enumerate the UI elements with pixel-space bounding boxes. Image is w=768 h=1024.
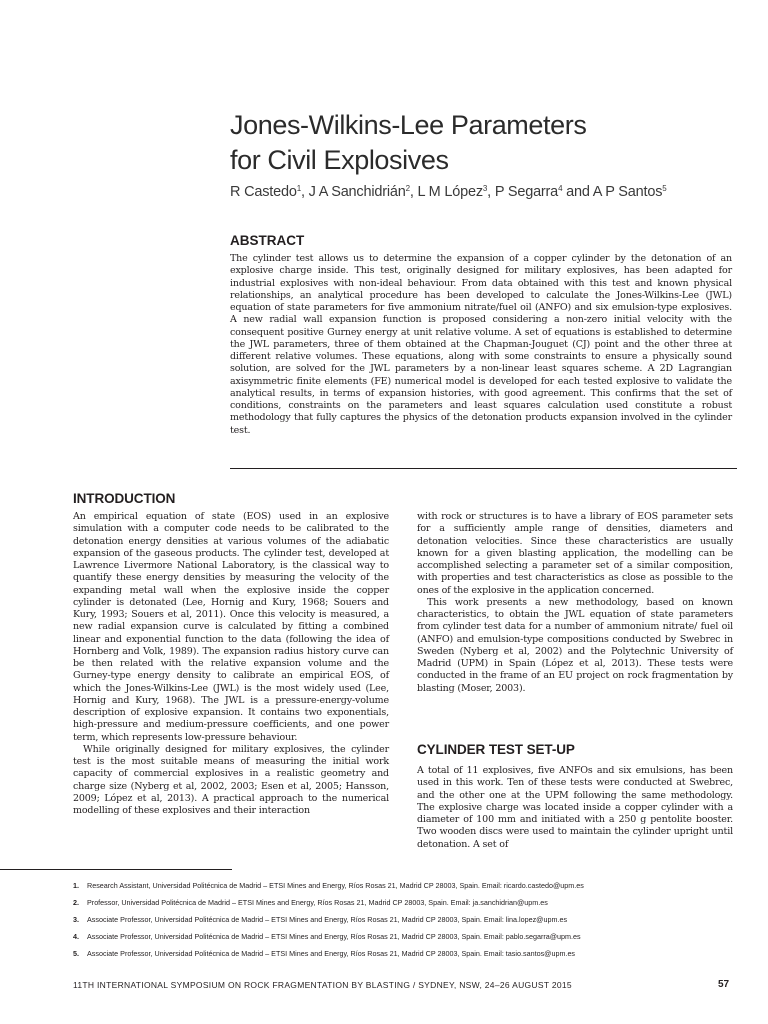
abstract-heading: ABSTRACT [230,233,305,248]
footnote-list [73,880,753,965]
footnote: 5. Associate Professor, Universidad Politécnica de Madrid – ETSI Mines and Energy, Ríos Rosas 21, Madrid CP 28003, Spain. Email: tasio.santos@upm.es [73,949,576,958]
paragraph: A total of 11 explosives, five ANFOs and six emulsions, has been used in this work. Ten of these tests were conducted at Swebrec, and the other one at the UPM following the same methodology. The explosive charge was located inside a copper cylinder with a diameter of 100 mm and initiated with a 250 g pentolite booster. Two wooden discs were used to maintain the cylinder upright until detonation. A set of [417,765,733,850]
paper-title [230,108,750,178]
cylinder-test-column [417,765,733,851]
page-footer: 11TH INTERNATIONAL SYMPOSIUM ON ROCK FRAGMENTATION BY BLASTING / SYDNEY, NSW, 24–26 AUGUST 2015 [73,980,572,990]
footnote: 2. Professor, Universidad Politécnica de Madrid – ETSI Mines and Energy, Ríos Rosas 21, Madrid CP 28003, Spain. Email: ja.sanchidrian@upm.es [73,898,548,907]
cylinder-test-heading: CYLINDER TEST SET-UP [417,742,575,757]
footnote: 3. Associate Professor, Universidad Politécnica de Madrid – ETSI Mines and Energy, Ríos Rosas 21, Madrid CP 28003, Spain. Email: lina.lopez@upm.es [73,915,568,924]
author: R Castedo$^1$, [230,184,309,200]
author: P Segarra$^4$ and [494,184,593,200]
abstract-text: The cylinder test allows us to determine the expansion of a copper cylinder by the detonation of an explosive charge inside. This test, originally designed for military explosives, has been adapted for industrial explosives with non-ideal behaviour. From data obtained with this test and known physical relationships, an analytical procedure has been developed to calculate the Jones-Wilkins-Lee (JWL) equation of state parameters for five ammonium nitrate/fuel oil (ANFO) and six emulsion-type explosives. A new radial wall expansion function is proposed considering a non-zero initial velocity with the consequent positive Gurney energy at unit relative volume. A set of equations is established to determine the JWL parameters, three of them obtained at the Chapman-Jouguet (CJ) point and the other three at different relative volumes. These equations, along with some constraints to ensure a physically sound solution, are solved for the JWL parameters by a non-linear least squares scheme. A 2D Lagrangian axisymmetric finite elements (FE) numerical model is developed for each tested explosive to validate the analytical results, in terms of expansion histories, with good agreement. This confirms that the set of conditions, constraints on the parameters and least squares calculation used constitute a robust methodology that fully captures the physics of the detonation products expansion involved in the cylinder test. [230,253,732,436]
introduction-column [73,511,389,817]
paragraph: An empirical equation of state (EOS) used in an explosive simulation with a computer code needs to be calibrated to the detonation energy densities at various volumes of the adiabatic expansion of the gaseous products. The cylinder test, developed at Lawrence Livermore National Laboratory, is the classical way to quantify these energy densities by measuring the velocity of the expanding metal wall when the explosive inside the copper cylinder is detonated (Lee, Hornig and Kury, 1968; Souers and Kury, 1993; Souers et al, 2011). Once this velocity is measured, a new radial expansion curve is calculated by fitting a combined linear and exponential function to the data (following the idea of Hornberg and Volk, 1989). The expansion radius history curve can be then related with the relative expansion volume and the Gurney-type energy density to calibrate an empirical EOS, of which the Jones-Wilkins-Lee (JWL) is the most widely used (Lee, Hornig and Kury, 1968). The JWL is a pressure-energy-volume description of explosive expansion. It contains two exponentials, high-pressure and medium-pressure coefficients, and one power term, which represents low-pressure behaviour. [73,511,389,743]
author: A P Santos$^5$ [592,184,667,200]
title-line-2: for Civil Explosives [230,145,449,175]
page-number: 57 [718,979,730,990]
right-column [417,511,733,695]
footnote: 4. Associate Professor, Universidad Politécnica de Madrid – ETSI Mines and Energy, Ríos Rosas 21, Madrid CP 28003, Spain. Email: pablo.segarra@upm.es [73,932,581,941]
introduction-heading: INTRODUCTION [73,491,176,506]
paragraph: This work presents a new methodology, based on known characteristics, to obtain the JWL equation of state parameters from cylinder test data for a number of ammonium nitrate/ fuel oil (ANFO) and emulsion-type compositions conducted by Swebrec in Sweden (Nyberg et al, 2002) and the Polytechnic University of Madrid (UPM) in Spain (López et al, 2013). These tests were conducted in the frame of an EU project on rock fragmentation by blasting (Moser, 2003). [417,596,733,694]
footnote: 1. Research Assistant, Universidad Politécnica de Madrid – ETSI Mines and Energy, Ríos Rosas 21, Madrid CP 28003, Spain. Email: ricardo.castedo@upm.es [73,881,584,890]
abstract-divider [230,468,737,469]
author-list [230,184,750,200]
paragraph: with rock or structures is to have a library of EOS parameter sets for a sufficiently ample range of densities, diameters and detonation velocities. Since these characteristics are usually known for a given blasting application, the modelling can be accomplished selecting a parameter set of a similar composition, with properties and test characteristics as close as possible to the ones of the explosive in the application concerned. [417,511,733,596]
author: L M López$^3$, [417,184,495,200]
author: J A Sanchidrián$^2$, [308,184,418,200]
paragraph: While originally designed for military explosives, the cylinder test is the most suitable means of measuring the initial work capacity of commercial explosives in a realistic geometry and charge size (Nyberg et al, 2002, 2003; Esen et al, 2005; Hansson, 2009; López et al, 2013). A practical approach to the numerical modelling of these explosives and their interaction [73,743,389,816]
footnote-divider [0,869,232,870]
title-line-1: Jones-Wilkins-Lee Parameters [230,110,587,140]
